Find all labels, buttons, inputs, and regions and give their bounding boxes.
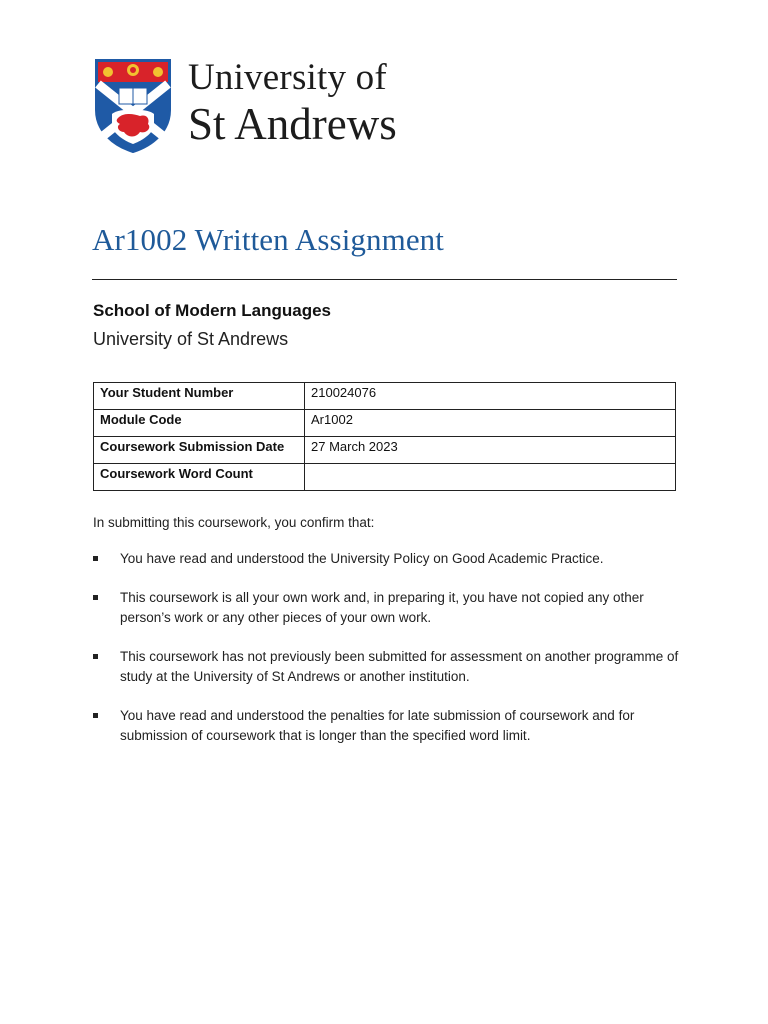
square-bullet-icon [93, 654, 98, 659]
university-wordmark [188, 58, 397, 148]
table-cell-value [305, 464, 676, 491]
table-cell-value: 210024076 [305, 383, 676, 410]
list-item [93, 588, 683, 628]
confirmation-intro: In submitting this coursework, you confirm that: [93, 515, 375, 530]
title-divider [92, 279, 677, 280]
list-item [93, 647, 683, 687]
table-cell-label: Module Code [94, 410, 305, 437]
table-row [94, 437, 676, 464]
list-item-text: This coursework is all your own work and, in preparing it, you have not copied any other person’s work or any other pieces of your own work. [120, 590, 644, 625]
table-cell-value: Ar1002 [305, 410, 676, 437]
university-crest-icon [94, 58, 172, 154]
table-cell-label: Coursework Word Count [94, 464, 305, 491]
square-bullet-icon [93, 713, 98, 718]
table-row [94, 464, 676, 491]
table-cell-value: 27 March 2023 [305, 437, 676, 464]
table-row [94, 410, 676, 437]
wordmark-line-1: University of [188, 57, 387, 98]
list-item-text: You have read and understood the penalties for late submission of coursework and for submission of coursework that is longer than the specified word limit. [120, 708, 635, 743]
school-name: School of Modern Languages [93, 301, 332, 320]
document-title: Ar1002 Written Assignment [92, 222, 444, 257]
list-item-text: This coursework has not previously been submitted for assessment on another programme of study at the University of St Andrews or another institution. [120, 649, 679, 684]
list-item [93, 706, 683, 746]
university-logo [94, 58, 397, 154]
list-item-text: You have read and understood the University Policy on Good Academic Practice. [120, 551, 604, 566]
table-cell-label: Your Student Number [94, 383, 305, 410]
wordmark-line-2: St Andrews [188, 99, 397, 149]
confirmation-list [93, 549, 683, 765]
university-name: University of St Andrews [93, 329, 289, 349]
list-item [93, 549, 683, 569]
table-row [94, 383, 676, 410]
square-bullet-icon [93, 556, 98, 561]
square-bullet-icon [93, 595, 98, 600]
coursework-info-table [93, 382, 676, 491]
table-cell-label: Coursework Submission Date [94, 437, 305, 464]
